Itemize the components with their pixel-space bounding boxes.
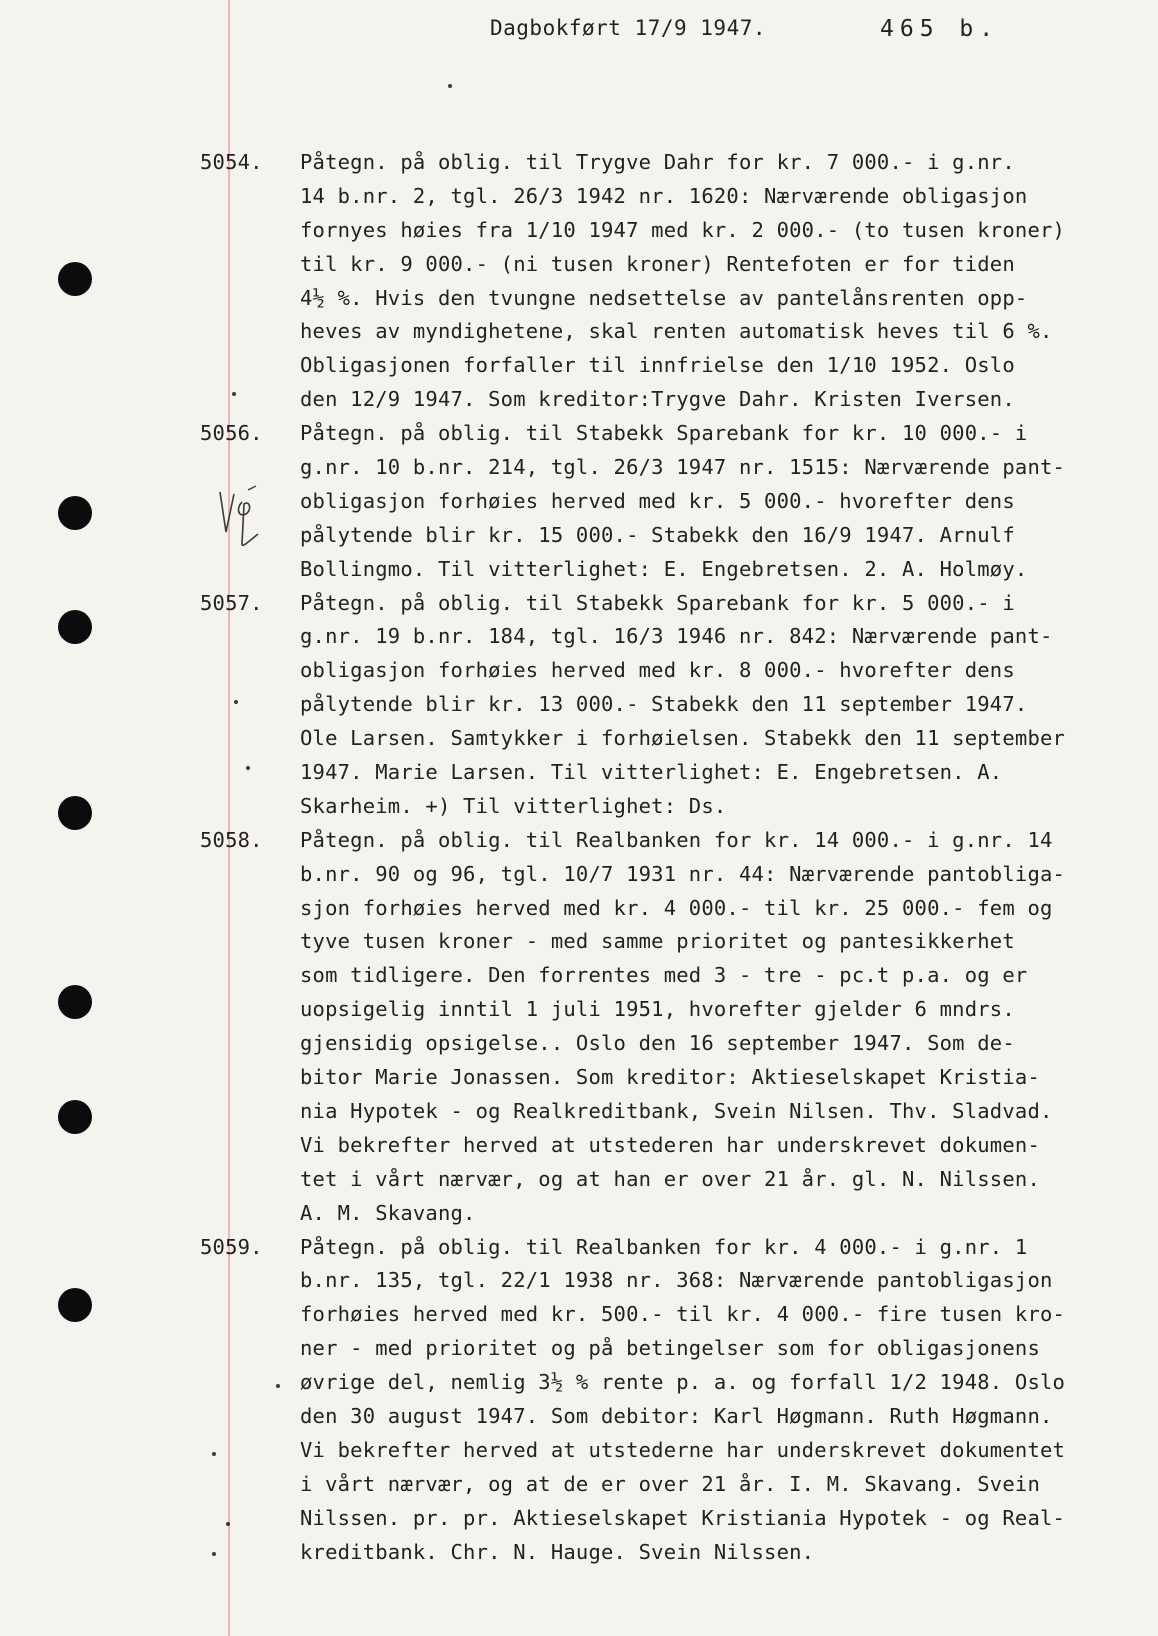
entry-text: A. M. Skavang. <box>300 1200 476 1225</box>
entry-text: uopsigelig inntil 1 juli 1951, hvorefter gjelder 6 mndrs. <box>300 997 1015 1022</box>
entry-line <box>200 1197 1150 1231</box>
entry-text: Bollingmo. Til vitterlighet: E. Engebretsen. 2. A. Holmøy. <box>300 556 1028 581</box>
punch-hole <box>58 1288 92 1322</box>
journal-entry <box>200 824 1150 1231</box>
entry-text: obligasjon forhøies herved med kr. 8 000.- hvorefter dens <box>300 658 1015 683</box>
entry-line <box>200 756 1150 790</box>
entry-text: g.nr. 19 b.nr. 184, tgl. 16/3 1946 nr. 842: Nærværende pant- <box>300 624 1053 649</box>
entry-line <box>200 1434 1150 1468</box>
entry-text: den 30 august 1947. Som debitor: Karl Høgmann. Ruth Høgmann. <box>300 1403 1053 1428</box>
entry-text: pålytende blir kr. 13 000.- Stabekk den 11 september 1947. <box>300 692 1028 717</box>
entry-line <box>200 519 1150 553</box>
entry-text: Påtegn. på oblig. til Stabekk Sparebank for kr. 5 000.- i <box>300 590 1015 615</box>
entry-text: b.nr. 135, tgl. 22/1 1938 nr. 368: Nærværende pantobligasjon <box>300 1268 1053 1293</box>
entry-text: Påtegn. på oblig. til Trygve Dahr for kr. 7 000.- i g.nr. <box>300 150 1015 174</box>
entry-text: sjon forhøies herved med kr. 4 000.- til kr. 25 000.- fem og <box>300 895 1053 920</box>
entry-text: 4½ %. Hvis den tvungne nedsettelse av pantelånsrenten opp- <box>300 285 1028 310</box>
entry-line <box>200 587 1150 621</box>
entry-text: Nilssen. pr. pr. Aktieselskapet Kristiania Hypotek - og Real- <box>300 1505 1066 1530</box>
entry-text: tyve tusen kroner - med samme prioritet og pantesikkerhet <box>300 929 1015 954</box>
entry-text: heves av myndighetene, skal renten automatisk heves til 6 %. <box>300 319 1053 344</box>
entry-line <box>200 993 1150 1027</box>
entry-number: 5058. <box>200 827 263 852</box>
punch-hole <box>58 985 92 1019</box>
entry-line <box>200 1095 1150 1129</box>
entry-line <box>200 1468 1150 1502</box>
entry-line <box>200 790 1150 824</box>
journal-entry <box>200 587 1150 824</box>
entry-number: 5054. <box>200 150 263 174</box>
entry-text: Påtegn. på oblig. til Realbanken for kr. 4 000.- i g.nr. 1 <box>300 1234 1028 1259</box>
journal-entry <box>200 417 1150 586</box>
entry-text: til kr. 9 000.- (ni tusen kroner) Rentefoten er for tiden <box>300 251 1015 276</box>
punch-hole <box>58 610 92 644</box>
entry-text: kreditbank. Chr. N. Hauge. Svein Nilssen. <box>300 1539 815 1564</box>
entry-text: b.nr. 90 og 96, tgl. 10/7 1931 nr. 44: Nærværende pantobliga- <box>300 861 1066 886</box>
entry-line <box>200 485 1150 519</box>
entry-text: g.nr. 10 b.nr. 214, tgl. 26/3 1947 nr. 1515: Nærværende pant- <box>300 455 1066 480</box>
punch-hole <box>58 796 92 830</box>
entry-line <box>200 858 1150 892</box>
entry-line <box>200 1298 1150 1332</box>
entry-line <box>200 1366 1150 1400</box>
entry-line <box>200 688 1150 722</box>
entry-line <box>200 214 1150 248</box>
entry-text: bitor Marie Jonassen. Som kreditor: Aktieselskapet Kristia- <box>300 1065 1040 1090</box>
entry-text: Ole Larsen. Samtykker i forhøielsen. Stabekk den 11 september <box>300 726 1066 751</box>
entry-line <box>200 1400 1150 1434</box>
entry-line <box>200 959 1150 993</box>
entry-line <box>200 315 1150 349</box>
entry-text: fornyes høies fra 1/10 1947 med kr. 2 000.- (to tusen kroner) <box>300 217 1066 242</box>
entry-line <box>200 282 1150 316</box>
entry-line <box>200 451 1150 485</box>
entry-text: Skarheim. +) Til vitterlighet: Ds. <box>300 793 727 818</box>
entry-text: øvrige del, nemlig 3½ % rente p. a. og forfall 1/2 1948. Oslo <box>300 1370 1066 1395</box>
entry-number: 5056. <box>200 421 263 446</box>
entry-text: ner - med prioritet og på betingelser som for obligasjonens <box>300 1336 1040 1361</box>
entry-line <box>200 925 1150 959</box>
entry-text: nia Hypotek - og Realkreditbank, Svein Nilsen. Thv. Sladvad. <box>300 1098 1053 1123</box>
entry-line <box>200 417 1150 451</box>
entry-text: obligasjon forhøies herved med kr. 5 000.- hvorefter dens <box>300 488 1015 513</box>
journal-entries <box>200 146 1150 1569</box>
punch-hole <box>58 496 92 530</box>
entry-text: forhøies herved med kr. 500.- til kr. 4 000.- fire tusen kro- <box>300 1302 1066 1327</box>
entry-line <box>200 1536 1150 1570</box>
page-number: 465 b. <box>880 16 1000 42</box>
entry-line <box>200 722 1150 756</box>
entry-line <box>200 1163 1150 1197</box>
entry-line <box>200 1061 1150 1095</box>
entry-line <box>200 892 1150 926</box>
punch-hole <box>58 1100 92 1134</box>
entry-text: 14 b.nr. 2, tgl. 26/3 1942 nr. 1620: Nærværende obligasjon <box>300 183 1028 208</box>
entry-line <box>200 1231 1150 1265</box>
margin-mark <box>448 84 452 88</box>
entry-line <box>200 1129 1150 1163</box>
entry-text: som tidligere. Den forrentes med 3 - tre - pc.t p.a. og er <box>300 963 1028 988</box>
entry-line <box>200 383 1150 417</box>
entry-number: 5059. <box>200 1234 263 1259</box>
entry-line <box>200 824 1150 858</box>
entry-line <box>200 248 1150 282</box>
entry-text: i vårt nærvær, og at de er over 21 år. I. M. Skavang. Svein <box>300 1471 1040 1496</box>
entry-line <box>200 1502 1150 1536</box>
entry-line <box>200 1332 1150 1366</box>
entry-line <box>200 349 1150 383</box>
entry-line <box>200 654 1150 688</box>
dagbok-header: Dagbokført 17/9 1947. <box>490 16 767 40</box>
entry-text: tet i vårt nærvær, og at han er over 21 år. gl. N. Nilssen. <box>300 1166 1040 1191</box>
entry-text: gjensidig opsigelse.. Oslo den 16 september 1947. Som de- <box>300 1031 1015 1056</box>
entry-text: Vi bekrefter herved at utstederen har underskrevet dokumen- <box>300 1132 1040 1157</box>
entry-line <box>200 620 1150 654</box>
entry-number: 5057. <box>200 590 263 615</box>
journal-entry <box>200 1231 1150 1570</box>
entry-text: Påtegn. på oblig. til Realbanken for kr. 14 000.- i g.nr. 14 <box>300 827 1053 852</box>
entry-text: pålytende blir kr. 15 000.- Stabekk den 16/9 1947. Arnulf <box>300 522 1015 547</box>
entry-text: Obligasjonen forfaller til innfrielse den 1/10 1952. Oslo <box>300 353 1015 378</box>
entry-text: Påtegn. på oblig. til Stabekk Sparebank for kr. 10 000.- i <box>300 421 1028 446</box>
entry-line <box>200 146 1150 180</box>
punch-hole <box>58 262 92 296</box>
entry-line <box>200 1027 1150 1061</box>
entry-line <box>200 553 1150 587</box>
entry-text: den 12/9 1947. Som kreditor:Trygve Dahr. Kristen Iversen. <box>300 387 1015 412</box>
entry-text: Vi bekrefter herved at utstederne har underskrevet dokumentet <box>300 1437 1066 1462</box>
entry-line <box>200 1264 1150 1298</box>
entry-text: 1947. Marie Larsen. Til vitterlighet: E. Engebretsen. A. <box>300 760 1003 785</box>
journal-entry <box>200 146 1150 417</box>
entry-line <box>200 180 1150 214</box>
